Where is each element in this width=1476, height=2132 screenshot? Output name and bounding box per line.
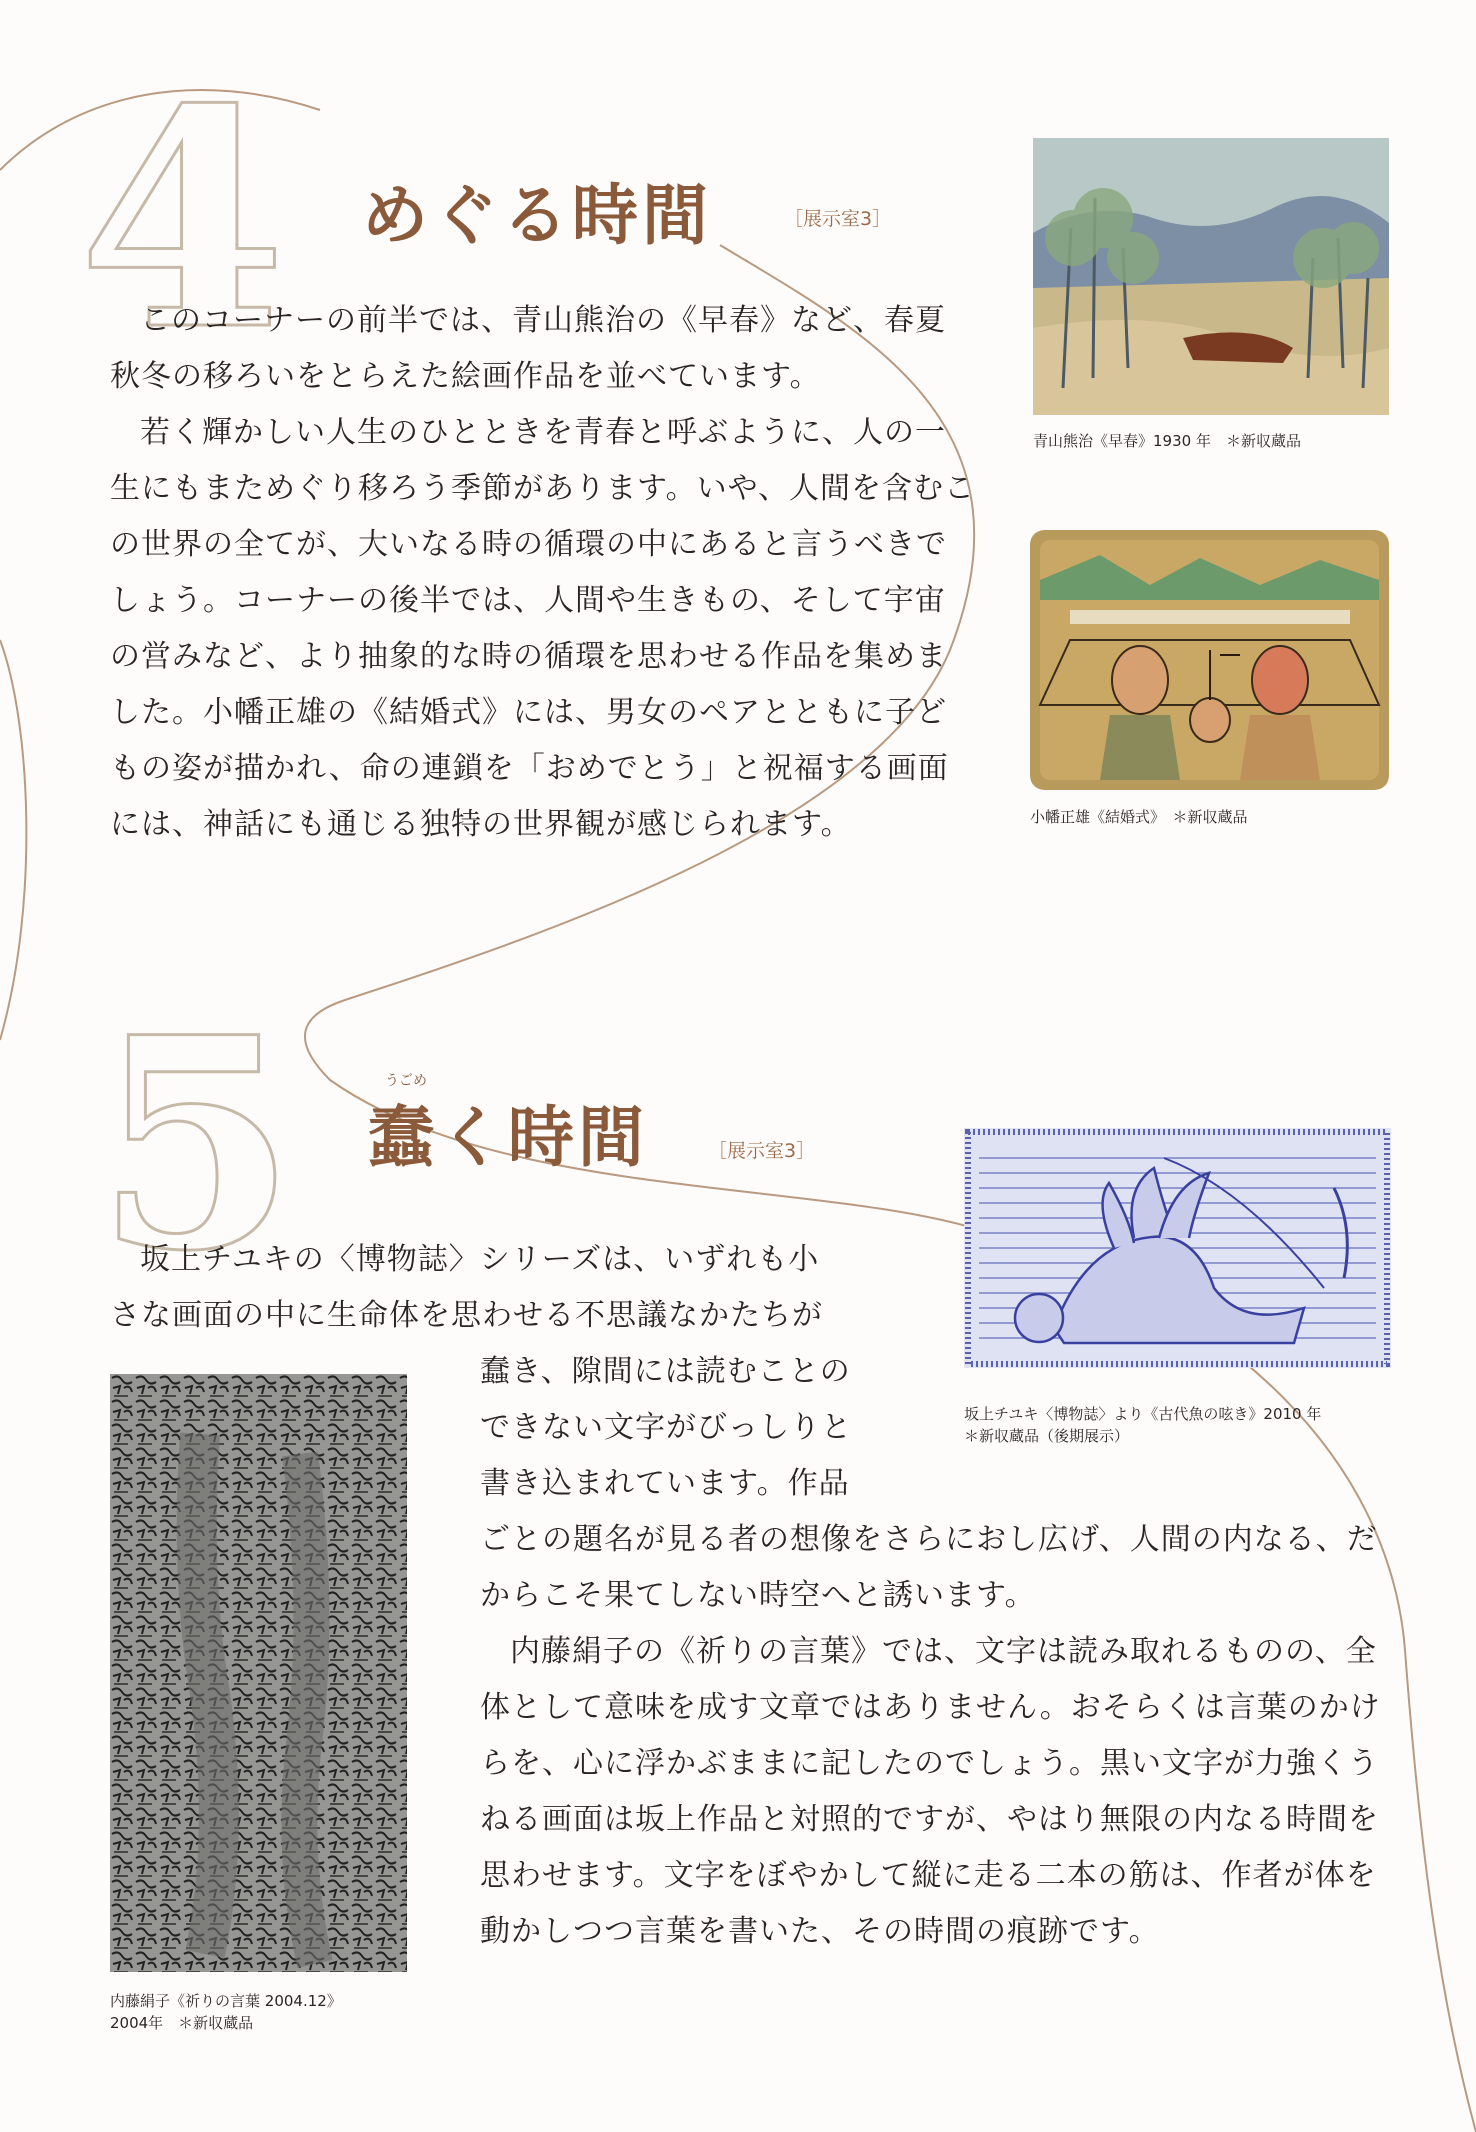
- section-5-intro-line-1: 坂上チユキの〈博物誌〉シリーズは、いずれも小: [140, 1242, 820, 1277]
- section-5-narrow-line-1: 蠢き、隙間には読むことの: [480, 1354, 851, 1389]
- section-5-intro-line-2: さな画面の中に生命体を思わせる不思議なかたちが: [110, 1298, 823, 1333]
- caption-soushun: 青山熊治《早春》1930 年 ＊新収蔵品: [1033, 432, 1301, 450]
- section-4-paragraph-2: 若く輝かしい人生のひとときを青春と呼ぶように、人の一生にもまためぐり移ろう季節があります。いや、人間を含むこの世界の全てが、大いなる時の循環の中にあると言うべきでしょう。コーナーの後半では、人間や生きもの、そして宇宙の営みなど、より抽象的な時の循環を思わせる作品を集めました。小幡正雄の《結婚式》には、男女のペアとともに子どもの姿が描かれ、命の連鎖を「おめでとう」と祝福する画面には、神話にも通じる独特の世界観が感じられます。: [110, 415, 975, 842]
- artwork-kodaigyo: [964, 1128, 1391, 1368]
- section-4-text: [110, 293, 976, 853]
- section-4-paragraph-1: このコーナーの前半では、青山熊治の《早春》など、春夏秋冬の移ろいをとらえた絵画作品を並べています。: [110, 303, 946, 394]
- caption-kodaigyo: [964, 1403, 1321, 1447]
- section-5-narrow-line-2: できない文字がびっしりと: [480, 1410, 852, 1445]
- section-5-room: ［展示室3］: [708, 1140, 816, 1162]
- section-5-narrow-line-3: 書き込まれています。作品: [480, 1466, 850, 1501]
- artwork-inori-no-kotoba: [110, 1374, 407, 1972]
- section-5-intro: [110, 1232, 970, 1344]
- caption-inori-no-kotoba: [110, 1990, 342, 2034]
- section-5-ruby: うごめ: [385, 1073, 427, 1089]
- section-5-title: 蠢く時間: [368, 1098, 648, 1176]
- section-4-room: ［展示室3］: [784, 208, 892, 230]
- caption-kodaigyo-line-1: 坂上チユキ〈博物誌〉より《古代魚の呟き》2010 年: [964, 1405, 1322, 1423]
- section-5-narrow-text: [480, 1344, 910, 1512]
- section-4-number: 4: [78, 43, 287, 396]
- section-4-title: めぐる時間: [362, 176, 712, 254]
- section-5-number: 5: [95, 975, 297, 1315]
- caption-inori-line-2: 2004年 ＊新収蔵品: [110, 2014, 254, 2032]
- section-5-wide-text: [480, 1512, 1396, 1960]
- painting-soushun: [1033, 138, 1389, 415]
- section-5-wide-paragraph-2: 内藤絹子の《祈りの言葉》では、文字は読み取れるものの、全体として意味を成す文章ではありません。おそらくは言葉のかけらを、心に浮かぶままに記したのでしょう。黒い文字が力強くうねる画面は坂上作品と対照的ですが、やはり無限の内なる時間を思わせます。文字をぼやかして縦に走る二本の筋は、作者が体を動かしつつ言葉を書いた、その時間の痕跡です。: [480, 1634, 1381, 1949]
- caption-kekkonshiki: 小幡正雄《結婚式》 ＊新収蔵品: [1030, 808, 1248, 826]
- caption-inori-line-1: 内藤絹子《祈りの言葉 2004.12》: [110, 1992, 342, 2010]
- section-5-wide-paragraph-1: ごとの題名が見る者の想像をさらにおし広げ、人間の内なる、だからこそ果てしない時空へと誘います。: [480, 1522, 1378, 1613]
- caption-kodaigyo-line-2: ＊新収蔵品（後期展示）: [964, 1427, 1130, 1445]
- painting-kekkonshiki: [1030, 530, 1389, 790]
